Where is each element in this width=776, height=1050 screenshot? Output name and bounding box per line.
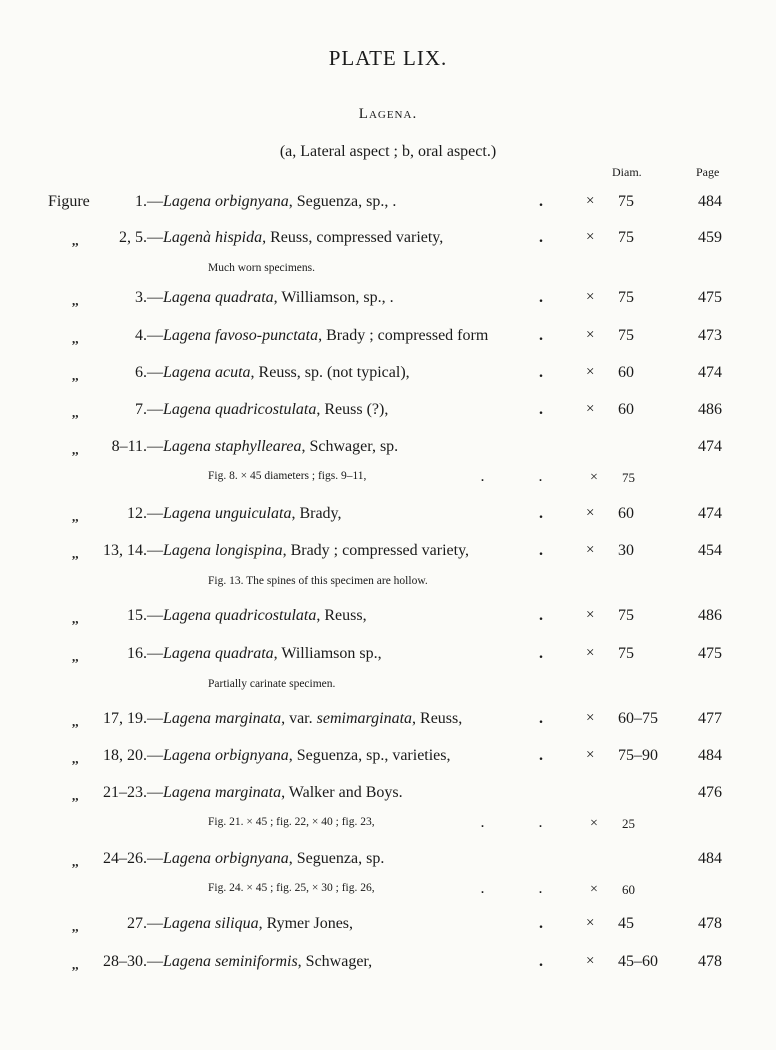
magnification-value: 60 [618,401,634,418]
species-name: Lagena marginata [163,784,282,801]
species-description [163,401,388,419]
species-authority: , Reuss, [316,607,367,624]
figure-number: 3.— [135,289,163,306]
figure-entry-row [0,327,776,351]
figure-entry-row [0,850,776,874]
species-authority: , Brady, [291,505,342,522]
ditto-mark: ,, [72,751,79,766]
leader-dot: . [481,882,484,896]
figure-entry-row [0,193,776,217]
leader-dot: . [481,816,484,830]
leader-dot: . [539,915,543,932]
species-authority: , Williamson, sp., . [273,289,394,306]
entry-subnote: Fig. 8. × 45 diameters ; figs. 9–11, [208,470,367,482]
figure-entry-row [0,645,776,669]
entry-subnote-row [0,470,776,490]
figure-number: 7.— [135,401,163,418]
entry-note: Much worn specimens. [208,262,315,274]
plate-title: PLATE LIX. [328,46,448,70]
leader-dot: . [539,505,543,522]
times-symbol: × [586,289,595,305]
species-description [163,542,469,560]
species-name: Lagena staphyllearea [163,438,302,455]
ditto-mark: ,, [72,405,79,420]
species-authority: , Reuss, compressed variety, [262,229,444,246]
figure-number: 21–23.— [103,784,163,801]
ditto-mark: ,, [72,331,79,346]
species-name: Lagena orbignyana [163,850,289,867]
species-description [163,364,410,382]
magnification-value: 75 [618,289,634,306]
species-authority: , Reuss, sp. (not typical), [250,364,410,381]
figure-entry-row [0,401,776,425]
times-symbol: × [586,505,595,521]
figure-entry-row [0,710,776,734]
times-symbol: × [586,401,595,417]
species-description [163,289,394,307]
figure-entry-row [0,784,776,808]
species-name: Lagena quadrata [163,645,274,662]
species-description [163,710,462,728]
leader-dot: . [539,542,543,559]
figure-number: 2, 5.— [119,229,163,246]
species-description [163,953,372,971]
times-symbol: × [586,710,595,726]
leader-dot: . [539,747,543,764]
species-authority: , Seguenza, sp. [288,850,385,867]
page-number: 484 [698,850,722,867]
times-symbol: × [586,645,595,661]
diam-column-header: Diam. [612,165,642,179]
page-number: 474 [698,505,722,522]
species-authority: , var. [281,710,317,727]
figure-entry-row [0,747,776,771]
page-number: 478 [698,953,722,970]
times-symbol: × [586,229,595,245]
ditto-mark: ,, [72,293,79,308]
species-description [163,438,398,456]
species-name: Lagena orbignyana [163,747,289,764]
figure-entry-row [0,607,776,631]
magnification-value: 45 [618,915,634,932]
ditto-mark: ,, [72,233,79,248]
species-name: Lagena orbignyana [163,193,289,210]
page-number: 475 [698,645,722,662]
page-number: 486 [698,401,722,418]
leader-dot: . [481,470,484,484]
page-number: 459 [698,229,722,246]
page-number: 473 [698,327,722,344]
ditto-mark: ,, [72,442,79,457]
magnification-value: 25 [622,816,635,831]
entry-subnote: Fig. 21. × 45 ; fig. 22, × 40 ; fig. 23, [208,816,375,828]
leader-dot: . [539,401,543,418]
magnification-value: 75 [618,193,634,210]
species-name: Lagena quadrata [163,289,274,306]
times-symbol: × [590,882,598,897]
figure-entry-row [0,289,776,313]
figure-number: 6.— [135,364,163,381]
ditto-mark: ,, [72,919,79,934]
leader-dot: . [539,816,542,830]
leader-dot: . [539,364,543,381]
species-authority: , Rymer Jones, [258,915,354,932]
figure-entry-row [0,364,776,388]
figure-number: 27.— [127,915,163,932]
magnification-value: 60–75 [618,710,658,727]
page-number: 454 [698,542,722,559]
magnification-value: 75 [622,470,635,485]
leader-dot: . [539,470,542,484]
times-symbol: × [586,747,595,763]
figure-entry-row [0,953,776,977]
ditto-mark: ,, [72,714,79,729]
page-number: 474 [698,438,722,455]
entry-subnote-row [0,882,776,902]
figure-entry-row [0,505,776,529]
figure-number: 1.— [135,193,163,210]
species-description [163,193,396,211]
figure-number: 17, 19.— [103,710,163,727]
species-description [163,505,342,523]
species-description [163,850,384,868]
figure-entry-row [0,229,776,253]
species-name: Lagena unguiculata [163,505,292,522]
species-name: Lagena seminiformis [163,953,298,970]
species-authority: , Seguenza, sp., varieties, [288,747,451,764]
magnification-value: 30 [618,542,634,559]
times-symbol: × [590,470,598,485]
species-name: Lagena quadricostulata [163,401,317,418]
entry-subnote: Fig. 24. × 45 ; fig. 25, × 30 ; fig. 26, [208,882,375,894]
magnification-value: 60 [618,364,634,381]
times-symbol: × [586,953,595,969]
leader-dot: . [539,327,543,344]
species-description [163,747,451,765]
ditto-mark: ,, [72,649,79,664]
species-name: Lagena favoso-punctata [163,327,319,344]
ditto-mark: ,, [72,368,79,383]
species-authority: , Seguenza, sp., . [288,193,397,210]
figure-entry-row [0,915,776,939]
ditto-mark: ,, [72,957,79,972]
leader-dot: . [539,645,543,662]
species-authority: , Schwager, [297,953,373,970]
figure-entry-row [0,438,776,462]
species-name: Lagena marginata [163,710,282,727]
magnification-value: 75 [618,645,634,662]
variety-name: semimarginata [316,710,413,727]
page-number: 474 [698,364,722,381]
figure-number: 12.— [127,505,163,522]
page-number: 476 [698,784,722,801]
magnification-value: 75–90 [618,747,658,764]
figure-label: Figure [48,193,90,210]
page-column-header: Page [696,165,720,179]
figure-number: 4.— [135,327,163,344]
figure-number: 28–30.— [103,953,163,970]
times-symbol: × [586,607,595,623]
species-name: Lagena siliqua [163,915,259,932]
magnification-value: 75 [618,607,634,624]
magnification-value: 75 [618,327,634,344]
page-number: 475 [698,289,722,306]
species-description [163,645,382,663]
page-number: 477 [698,710,722,727]
figure-number: 8–11.— [111,438,163,455]
species-name: Lagena longispina [163,542,283,559]
leader-dot: . [539,229,543,246]
ditto-mark: ,, [72,854,79,869]
figure-number: 15.— [127,607,163,624]
leader-dot: . [539,953,543,970]
species-description [163,915,353,933]
species-authority: , Reuss (?), [316,401,389,418]
species-description [163,607,367,625]
page-number: 486 [698,607,722,624]
leader-dot: . [539,710,543,727]
figure-number: 13, 14.— [103,542,163,559]
entry-note: Partially carinate specimen. [208,678,336,690]
plate-subject: Lagena. [358,106,418,122]
figure-number: 16.— [127,645,163,662]
figure-number: 24–26.— [103,850,163,867]
page-number: 484 [698,747,722,764]
species-authority: , Walker and Boys. [281,784,403,801]
variety-authority: , Reuss, [412,710,463,727]
aspect-note: (a, Lateral aspect ; b, oral aspect.) [279,143,497,160]
species-authority: , Williamson sp., [273,645,382,662]
species-authority: , Brady ; compressed variety, [282,542,470,559]
figure-number: 18, 20.— [103,747,163,764]
magnification-value: 45–60 [618,953,658,970]
figure-entry-row [0,542,776,566]
ditto-mark: ,, [72,546,79,561]
species-name: Lagenà hispida [163,229,263,246]
species-description [163,784,403,802]
ditto-mark: ,, [72,611,79,626]
species-authority: , Brady ; compressed form [318,327,489,344]
entry-note: Fig. 13. The spines of this specimen are hollow. [208,575,428,587]
page-number: 478 [698,915,722,932]
times-symbol: × [590,816,598,831]
species-authority: , Schwager, sp. [301,438,399,455]
leader-dot: . [539,289,543,306]
times-symbol: × [586,327,595,343]
times-symbol: × [586,542,595,558]
ditto-mark: ,, [72,509,79,524]
entry-subnote-row [0,816,776,836]
magnification-value: 75 [618,229,634,246]
leader-dot: . [539,882,542,896]
leader-dot: . [539,193,543,210]
magnification-value: 60 [618,505,634,522]
ditto-mark: ,, [72,788,79,803]
species-description [163,327,488,345]
page-number: 484 [698,193,722,210]
species-name: Lagena acuta [163,364,251,381]
times-symbol: × [586,915,595,931]
times-symbol: × [586,364,595,380]
times-symbol: × [586,193,595,209]
species-description [163,229,443,247]
leader-dot: . [539,607,543,624]
species-name: Lagena quadricostulata [163,607,317,624]
magnification-value: 60 [622,882,635,897]
